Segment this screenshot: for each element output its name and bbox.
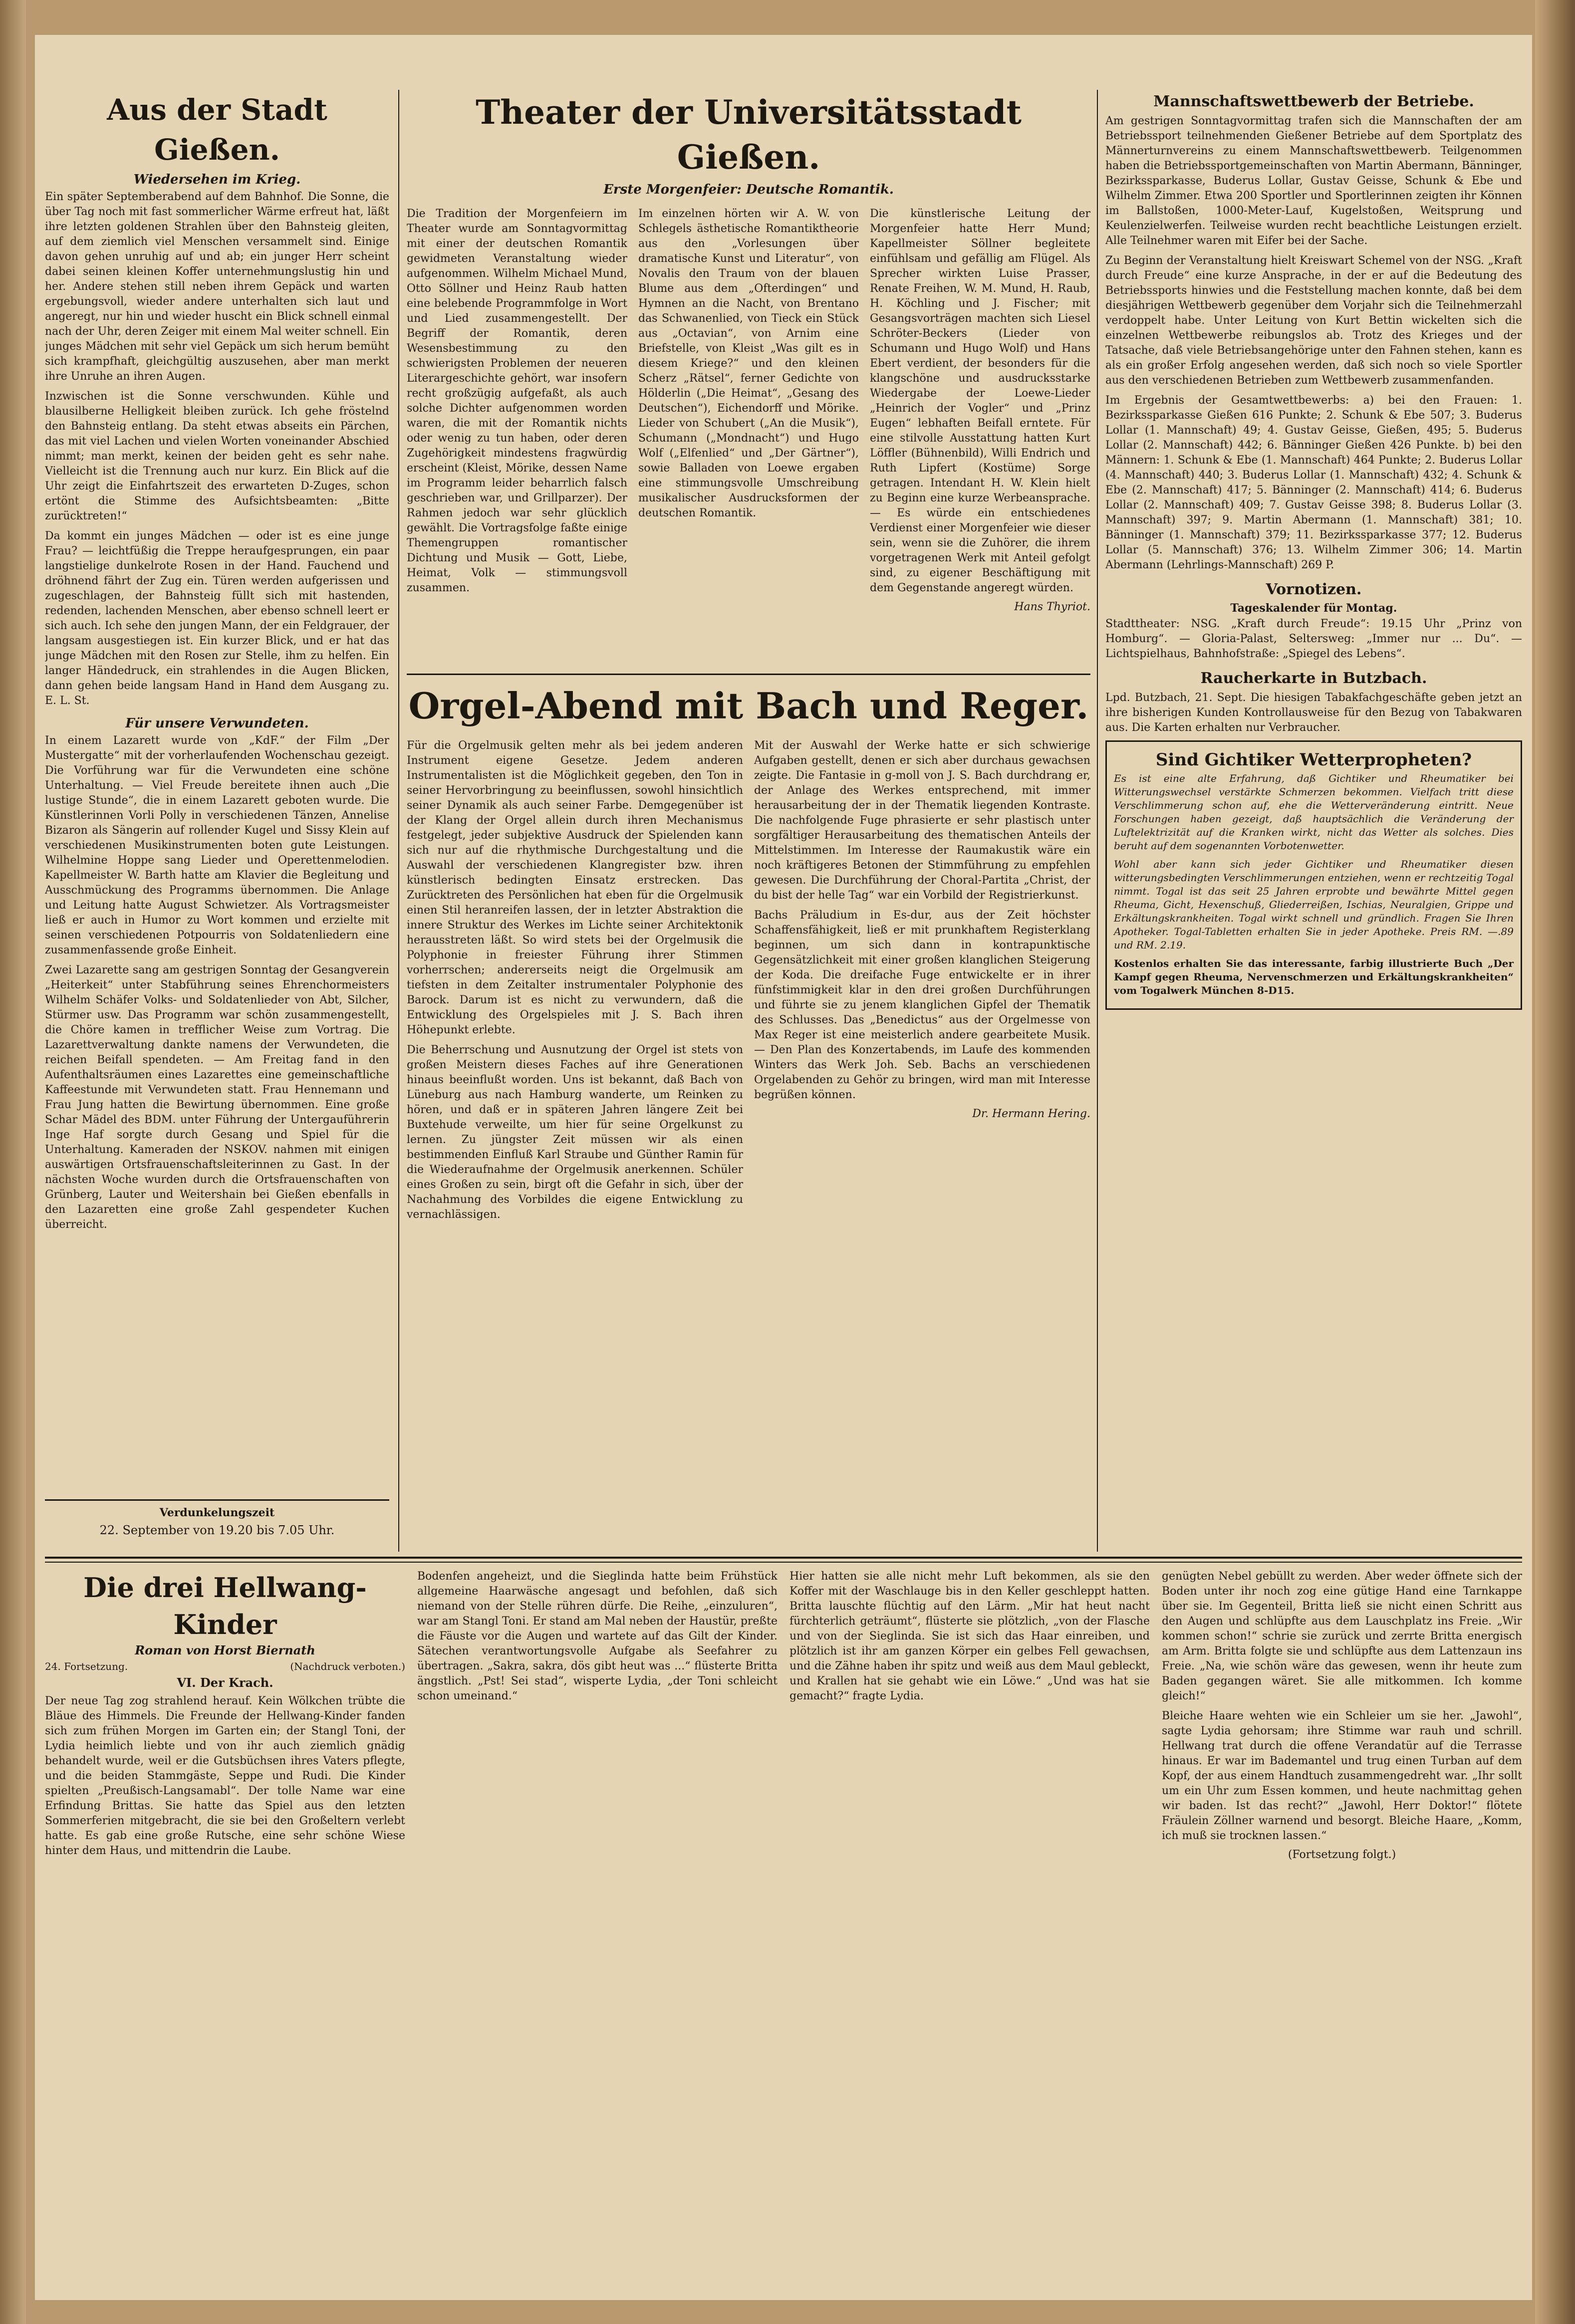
city-news-paragraph: Zwei Lazarette sang am gestrigen Sonntag der Gesangverein „Heiterkeit“ unter Stabführung seines Ehrenchormeisters Wilhelm Schäfer Volks- und Soldatenlieder von Abt, Silcher, Stürmer usw. Das Programm war schön zusammengestellt, die Chöre kamen in trefflicher Weise zum Vortrag. Die Lazarettverwaltung dankte namens der Verwundeten, die reichen Beifall spendeten. — Am Freitag fand in den Aufenthaltsräumen eines Lazarettes eine gemeinschaftliche Kaffeestunde mit Verwundeten statt. Frau Hennemann und Frau Jung hatten die Bewirtung übernommen. Eine große Schar Mädel des BDM. unter Führung der Untergauführerin Inge Haf sorgte durch Gesang und Spiel für die Unterhaltung. Kameraden der NSKOV. nahmen mit einigen auswärtigen Ortsfrauenschaftsleiterinnen zu Gast. In der nächsten Woche wurden durch die Ortsfrauenschaften von Grünberg, Lauter und Weitershain bei Gießen ebenfalls in den Lazaretten eine große Zahl gespendeter Kuchen überreicht.	[45, 964, 389, 1231]
theater-author: Hans Thyriot.	[1014, 601, 1090, 613]
theater-paragraph: Die Tradition der Morgenfeiern im Theater wurde am Sonntagvormittag mit einer der deutschen Romantik gewidmeten Veranstaltung wieder aufgenommen. Wilhelm Michael Mund, Otto Söllner und Heinz Raub hatten eine belebende Programmfolge in Wort und Lied zusammengestellt. Der Begriff der Romantik, deren Wesensbestimmung zu den schwierigsten Problemen der neueren Literargeschichte gehört, war insofern recht großzügig aufgefaßt, als auch solche Dichter aufgenommen worden waren, die mit der Romantik nichts oder wenig zu tun haben, oder deren Zugehörigkeit mindestens fragwürdig erscheint (Kleist, Mörike, dessen Name im Programm leider beharrlich falsch geschrieben war, und Grillparzer). Der Rahmen jedoch war sehr glücklich gewählt. Die Vortragsfolge faßte einige Themengruppen romantischer Dichtung und Musik — Gott, Liebe, Heimat, Volk — stimmungsvoll zusammen.	[407, 208, 627, 594]
novel-paragraph: Bodenfen angeheizt, und die Sieglinda hatte beim Frühstück allgemeine Haarwäsche angesagt und befohlen, daß sich niemand von der Stelle rühren dürfe. Die Reihe, „einzuluren“, war am Stangl Toni. Er stand am Mal neben der Haustür, preßte die Fäuste vor die Augen und wartete auf das Gilt der Kinder. Sätechen verantwortungsvolle Aufgabe als Seefahrer zu übertragen. „Sakra, sakra, dös gibt heut was ...“ flüsterte Britta ängstlich. „Pst! Sei stad“, wisperte Lydia, „der Toni schleicht schon umeinand.“	[417, 1570, 778, 1702]
sports-title: Mannschaftswettbewerb der Betriebe.	[1153, 93, 1474, 110]
togal-advertisement	[1105, 740, 1522, 1010]
city-news-column	[45, 90, 389, 1492]
novel-paragraph: Bleiche Haare wehten wie ein Schleier um sie her. „Jawohl“, sagte Lydia gehorsam; ihre Stimme war rauh und schrill. Hellwang trat durch die offene Verandatür auf die Terrasse hinaus. Er war im Bademantel und trug einen Turban auf dem Kopf, der aus einem Handtuch zusammengedreht war. „Ihr sollt um ein Uhr zum Essen kommen, und heute nachmittag gehen wir baden. Ist das recht?“ „Jawohl, Herr Doktor!“ flötete Fräulein Zöllner warnend und besorgt. Bleiche Haare, „Komm, ich muß sie trocknen lassen.“	[1162, 1710, 1522, 1842]
serial-divider	[45, 1557, 1522, 1559]
section-divider	[407, 674, 1090, 675]
novel-continued: (Fortsetzung folgt.)	[1288, 1849, 1396, 1861]
sports-paragraph: Zu Beginn der Veranstaltung hielt Kreiswart Schemel von der NSG. „Kraft durch Freude“ eine kurze Ansprache, in der er auf die Bedeutung des Betriebssports hinwies und die Feststellung machen konnte, daß bei dem diesjährigen Wettbewerb gegenüber dem Vorjahr sich die Teilnehmerzahl verdoppelt habe. Unter Leitung von Kurt Bettin wickelten sich die einzelnen Wettbewerbe reibungslos ab. Trotz des Krieges und der Tatsache, daß viele Betriebsangehörige unter den Fahnen stehen, kann es als ein großer Erfolg angesehen werden, daß sich noch so viele Sportler aus den verschiedenen Betrieben zum Wettbewerb zusammenfanden.	[1105, 254, 1522, 387]
novel-column	[417, 1569, 778, 2293]
ad-paragraph: Kostenlos erhalten Sie das interessante, farbig illustrierte Buch „Der Kampf gegen Rheuma, Nervenschmerzen und Erkältungskrankheiten“ vom Togalwerk München 8-D15.	[1114, 957, 1514, 996]
city-news-paragraph: Da kommt ein junges Mädchen — oder ist es eine junge Frau? — leichtfüßig die Treppe heraufgesprungen, ein paar langstielige dunkelrote Rosen in der Hand. Fauchend und dröhnend fährt der Zug ein. Türen werden aufgerissen und zugeschlagen, der Bahnsteig füllt sich mit hastenden, redenden, lachenden Menschen, aber ebenso schnell leert er sich auch. Ich sehe den jungen Mann, der ein Feldgrauer, der langsam ausgestiegen ist. Ein kurzer Blick, und er hat das junge Mädchen mit den Rosen zur Stelle, ihm zu helfen. Ein langer Händedruck, ein strahlendes in die Augen Blicken, dann gehen beide langsam Hand in Hand dem Ausgang zu. E. L. St.	[45, 530, 389, 707]
theater-article	[407, 90, 1090, 669]
organ-paragraph: Mit der Auswahl der Werke hatte er sich schwierige Aufgaben gestellt, denen er sich aber durchaus gewachsen zeigte. Die Fantasie in g-moll von J. S. Bach durchdrang er, der Anlage des Werkes entsprechend, mit immer herausarbeitung der in der Thematik liegenden Kontraste. Die nachfolgende Fuge phrasierte er sehr plastisch unter sorgfältiger Herausarbeitung des thematischen Anteils der Mittelstimmen. Im Interesse der Raumakustik wäre ein noch kräftigeres Betonen der Stimmführung zu empfehlen gewesen. Die Durchführung der Choral-Partita „Christ, der du bist der helle Tag“ war ein Vorbild der Registrierkunst.	[754, 739, 1090, 902]
tobacco-card-title: Raucherkarte in Butzbach.	[1200, 670, 1427, 687]
organ-paragraph: Für die Orgelmusik gelten mehr als bei jedem anderen Instrument eigene Gesetze. Jedem anderen Instrumentalisten ist die Möglichkeit gegeben, den Ton in seiner Hervorbringung zu beeinflussen, sowohl hinsichtlich seiner Dynamik als auch seiner Farbe. Demgegenüber ist der Klang der Orgel allein durch ihren Mechanismus festgelegt, jeder subjektive Ausdruck der Spielenden kann sich nur auf die rhythmische Durchgestaltung und die Auswahl der verschiedenen Klangregister bzw. ihren künstlerisch bedingten Einsatz erstrecken. Das Zurücktreten des Persönlichen hat eben für die Orgelmusik einen Stil heranreifen lassen, der in letzter Abstraktion die innere Struktur des Werkes im Lichte seiner Architektonik herausstreten läßt. So wird stets bei der Orgelmusik die Polyphonie in freiester Führung ihrer Stimmen vorherrschen; andererseits neigt die Orgelmusik am tiefsten in dem Zeitalter instrumentaler Polyphonie des Barock. Darum ist es nicht zu verwundern, daß die Entwicklung des Orgelspieles mit J. S. Bach ihren Höhepunkt erlebte.	[407, 739, 743, 1036]
serial-divider	[45, 1562, 1522, 1563]
novel-byline: Roman von Horst Biernath	[135, 1643, 315, 1657]
theater-title: Theater der Universitätsstadt Gießen.	[476, 93, 1022, 177]
binding-edge-right	[1535, 0, 1575, 2324]
theater-subtitle: Erste Morgenfeier: Deutsche Romantik.	[603, 182, 894, 197]
novel-column	[45, 1569, 405, 2293]
blackout-times: 22. September von 19.20 bis 7.05 Uhr.	[99, 1523, 335, 1537]
novel-reprint-note: (Nachdruck verboten.)	[290, 1660, 405, 1672]
city-news-subhead-reunion: Wiedersehen im Krieg.	[133, 172, 301, 187]
ad-paragraph: Wohl aber kann sich jeder Gichtiker und Rheumatiker diesen witterungsbedingten Verschlimmerungen entziehen, wenn er rechtzeitig Togal nimmt. Togal ist das seit 25 Jahren erprobte und bewährte Mittel gegen Rheuma, Gicht, Hexenschuß, Gliederreißen, Ischias, Neuralgien, Grippe und Erkältungskrankheiten. Togal wirkt schnell und gründlich. Fragen Sie Ihren Apotheker. Togal-Tabletten erhalten Sie in jeder Apotheke. Preis RM. —.89 und RM. 2.19.	[1114, 858, 1514, 951]
city-news-title: Aus der Stadt Gießen.	[107, 93, 327, 167]
binding-edge-left	[0, 0, 26, 2324]
novel-installment: 24. Fortsetzung.	[45, 1660, 128, 1672]
notices-title: Vornotizen.	[1266, 581, 1362, 598]
novel-chapter: VI. Der Krach.	[177, 1675, 273, 1690]
column-divider	[398, 90, 399, 1552]
tobacco-card-text: Lpd. Butzbach, 21. Sept. Die hiesigen Tabakfachgeschäfte geben jetzt an ihre bisherigen Kunden Kontrollausweise für den Bezug von Tabakwaren aus. Die Karten erhalten nur Verbraucher.	[1105, 692, 1522, 734]
novel-paragraph: genügten Nebel gebüllt zu werden. Aber weder öffnete sich der Boden unter ihr noch zog eine gütige Hand eine Tarnkappe über sie. Im Gegenteil, Britta ließ sie nicht einen Schritt aus den Augen und schlüpfte aus dem Lauschplatz ins Freie. „Wir kommen schon!“ schrie sie zurück und zerrte Britta energisch am Arm. Britta folgte sie und schlüpfte aus dem Lattenzaun ins Freie. „Na, wie schön wäre das gewesen, wenn ihr heute zum Baden gegangen wäret. Sie alle mitkommen. Ich komme gleich!“	[1162, 1570, 1522, 1702]
theater-paragraph: Die künstlerische Leitung der Morgenfeier hatte Herr Mund; Kapellmeister Söllner begleitete einfühlsam und gefällig am Flügel. Als Sprecher wirkten Luise Prasser, Renate Freihen, W. M. Mund, H. Raub, H. Köchling und J. Fischer; mit Gesangsvorträgen machten sich Liesel Schröter-Beckers (Lieder von Schumann und Hugo Wolf) und Hans Ebert verdient, der besonders für die klangschöne und ausdrucksstarke Wiedergabe der Loewe-Lieder „Heinrich der Vogler“ und „Prinz Eugen“ lebhaften Beifall erntete. Für eine stilvolle Ausstattung hatten Kurt Löffler (Bühnenbild), Willi Endrich und Ruth Lipfert (Kostüme) Sorge getragen. Intendant H. W. Klein hielt zu Beginn eine kurze Werbeansprache. — Es würde ein entschiedenes Verdienst einer Morgenfeier wie dieser sein, wenn sie die Zuhörer, die ihrem vorgetragenen Werk mit Anteil gefolgt sind, zu eigener Beschäftigung mit dem Gegenstande angeregt würden.	[870, 208, 1090, 594]
notices-text: Stadttheater: NSG. „Kraft durch Freude“: 19.15 Uhr „Prinz von Homburg“. — Gloria-Palast, Seltersweg: „Immer nur ... Du“. — Lichtspielhaus, Bahnhofstraße: „Spiegel des Lebens“.	[1105, 618, 1522, 660]
novel-column	[789, 1569, 1150, 2293]
city-news-paragraph: Inzwischen ist die Sonne verschwunden. Kühle und blausilberne Helligkeit bleiben zurück. Ich gehe fröstelnd den Bahnsteig entlang. Da steht etwas abseits ein Pärchen, das mit viel Lachen und vielen Worten voneinander Abschied nimmt; man merkt, keinen der beiden geht es sehr nahe. Vielleicht ist die Trennung auch nur kurz. Ein Blick auf die Uhr zeigt die Einfahrtszeit des erwarteten D-Zuges, schon ertönt die Stimme des Aufsichtsbeamten: „Bitte zurücktreten!“	[45, 390, 389, 522]
city-news-paragraph: In einem Lazarett wurde von „KdF.“ der Film „Der Mustergatte“ mit der vorherlaufenden Wochenschau gezeigt. Die Vorführung war für die Verwundeten eine schöne Unterhaltung. — Viel Freude bereitete ihnen auch „Die lustige Stunde“, die in einem Lazarett geboten wurde. Die Künstlerinnen Vorli Polly in verschiedenen Tänzen, Annelise Bizaron als Sängerin auf rollender Kugel und Sissy Klein auf verschiedenen Musikinstrumenten boten gute Leistungen. Wilhelmine Hoppe sang Lieder und Operettenmelodien. Kapellmeister W. Barth hatte am Klavier die Begleitung und Ausschmückung des Programms übernommen. Die Anlage und Leitung hatte August Schwietzer. Als Vortragsmeister ließ er auch in Humor zu Wort kommen und erzielte mit seinen verschiedenen Potpourris von Soldatenliedern eine zusammenfassende große Einheit.	[45, 734, 389, 956]
novel-title: Die drei Hellwang-Kinder	[83, 1572, 367, 1640]
organ-author: Dr. Hermann Hering.	[972, 1108, 1090, 1120]
blackout-box	[45, 1504, 389, 1549]
newspaper-page	[35, 35, 1532, 2300]
organ-paragraph: Bachs Präludium in Es-dur, aus der Zeit höchster Schaffensfähigkeit, ließ er mit prunkhaftem Registerklang beginnen, um sich dann in kontrapunktische Gegensätzlichkeit mit einer großen klanglichen Steigerung der Koda. Die dreifache Fuge entwickelte er in ihrer fünfstimmigkeit klar in den drei großen Durchführungen und führte sie zu jenem klanglichen Gipfel der Thematik des Schlusses. Das „Benedictus“ aus der Orgelmesse von Max Reger ist eine meisterlich andere gearbeitete Musik. — Den Plan des Konzertabends, im Laufe des kommenden Winters das Werk Joh. Seb. Bachs an verschiedenen Orgelabenden zu Gehör zu bringen, wird man mit Interesse begrüßen können.	[754, 909, 1090, 1101]
ad-paragraph: Es ist eine alte Erfahrung, daß Gichtiker und Rheumatiker bei Witterungswechsel verstärkte Schmerzen bekommen. Vielfach tritt diese Verschlimmerung schon auf, ehe die Wetterveränderung eintritt. Neue Forschungen haben gezeigt, daß hauptsächlich die Veränderung der Luftelektrizität auf die Kranken wirkt, nicht das Wetter als solches. Dies beruht auf dem sogenannten Vorbotenwetter.	[1114, 772, 1514, 852]
organ-title: Orgel-Abend mit Bach und Reger.	[408, 685, 1089, 727]
city-news-subhead-wounded: Für unsere Verwundeten.	[125, 716, 309, 731]
novel-paragraph: Hier hatten sie alle nicht mehr Luft bekommen, als sie den Koffer mit der Waschlauge bis in den Keller geschleppt hatten. Britta lauschte flüchtig auf den Lärm. „Mir hat heut nacht fürchterlich geträumt“, flüsterte sie plötzlich, „von der Flasche und von der Sieglinda. Sie ist sich das Haar einreiben, und plötzlich ist ihr am ganzen Körper ein gelbes Fell gewachsen, und die Zähne haben ihr spitz und weiß aus dem Maul gebleckt, und Krallen hat sie gehabt wie ein Löwe.“ „Und was hat sie gemacht?“ fragte Lydia.	[789, 1570, 1150, 1702]
sports-results: Im Ergebnis der Gesamtwettbewerbs: a) bei den Frauen: 1. Bezirkssparkasse Gießen 616 Punkte; 2. Schunk & Ebe 507; 3. Buderus Lollar (1. Mannschaft) 49; 4. Gustav Geisse, Gießen, 495; 5. Buderus Lollar (2. Mannschaft) 442; 6. Bänninger Gießen 426 Punkte. b) bei den Männern: 1. Schunk & Ebe (1. Mannschaft) 464 Punkte; 2. Buderus Lollar (4. Mannschaft) 440; 3. Buderus Lollar (1. Mannschaft) 432; 4. Schunk & Ebe (2. Mannschaft) 417; 5. Bänninger (2. Mannschaft) 414; 6. Buderus Lollar (2. Mannschaft) 409; 7. Gustav Geisse 398; 8. Buderus Lollar (3. Mannschaft) 397; 9. Martin Abermann (1. Mannschaft) 381; 10. Bänninger (1. Mannschaft) 379; 11. Bezirkssparkasse 377; 12. Buderus Lollar (5. Mannschaft) 376; 13. Wilhelm Zimmer 306; 14. Martin Abermann (Lehrlings-Mannschaft) 269 P.	[1105, 394, 1522, 571]
theater-paragraph: Im einzelnen hörten wir A. W. von Schlegels ästhetische Romantiktheorie aus den „Vorlesungen über dramatische Kunst und Literatur“, von Novalis den Traum von der blauen Blume aus dem „Ofterdingen“ und Hymnen an die Nacht, von Brentano das Schwanenlied, von Tieck ein Stück aus „Octavian“, von Arnim eine Briefstelle, von Kleist „Was gilt es in diesem Kriege?“ und den kleinen Scherz „Rätsel“, ferner Gedichte von Hölderlin („Die Heimat“, „Gesang des Deutschen“), Eichendorff und Mörike. Lieder von Schubert („An die Musik“), Schumann („Mondnacht“) und Hugo Wolf („Elfenlied“ und „Der Gärtner“), sowie Balladen von Loewe ergaben eine stimmungsvolle Umschreibung musikalischer Ausdrucksformen der deutschen Romantik.	[638, 208, 859, 519]
novel-paragraph: Der neue Tag zog strahlend herauf. Kein Wölkchen trübte die Bläue des Himmels. Die Freunde der Hellwang-Kinder fanden sich zum frühen Morgen im Garten ein; der Stangl Toni, der Lydia heimlich liebte und von ihr auch ziemlich gnädig behandelt wurde, weil er die Gutsbüchsen ihres Vaters pflegte, und die beiden Stammgäste, Seppe und Rudi. Die Kinder spielten „Preußisch-Langsamabl“. Der tolle Name war eine Erfindung Brittas. Sie hatte das Spiel aus den letzten Sommerferien mitgebracht, die sie bei den Großeltern verlebt hatte. Es gab eine große Rutsche, eine sehr schöne Wiese hinter dem Haus, und mittendrin die Laube.	[45, 1695, 405, 1857]
novel-column	[1162, 1569, 1522, 2293]
serial-novel	[45, 1569, 1522, 2293]
organ-article	[407, 679, 1090, 1552]
notices-subtitle: Tageskalender für Montag.	[1230, 602, 1397, 615]
sports-paragraph: Am gestrigen Sonntagvormittag trafen sich die Mannschaften der am Betriebssport teilnehmenden Gießener Betriebe auf dem Sportplatz des Männerturnvereins zu einem Mannschaftswettbewerb. Teilgenommen haben die Betriebssportgemeinschaften von Martin Abermann, Bänninger, Bezirkssparkasse, Buderus Lollar, Gustav Geisse, Schunk & Ebe und Wilhelm Zimmer. Etwa 200 Sportler und Sportlerinnen zeigten ihr Können im Ballstoßen, 1000-Meter-Lauf, Kugelstoßen, Weitsprung und Keulenzielwerfen. Teilweise wurden recht beachtliche Leistungen erzielt. Alle Teilnehmer waren mit Eifer bei der Sache.	[1105, 115, 1522, 247]
column-divider	[1097, 90, 1098, 1552]
blackout-label: Verdunkelungszeit	[159, 1506, 275, 1519]
city-news-paragraph: Ein später Septemberabend auf dem Bahnhof. Die Sonne, die über Tag noch mit fast sommerlicher Wärme erfreut hat, läßt ihre letzten goldenen Strahlen über den Bahnsteig gleiten, auf dem ziemlich viel Menschen versammelt sind. Einige davon gehen unruhig auf und ab; ein junger Herr scheint dabei seinen kleinen Koffer unternehmungslustig hin und her. Andere stehen still neben ihrem Gepäck und warten ergebungsvoll, wieder andere unterhalten sich laut und angeregt, nur hin und wieder huscht ein Blick schnell einmal nach der Uhr, deren Zeiger mit einem Mal weiter schnell. Ein junges Mädchen mit sehr viel Gepäck um sich herum bemüht sich krampfhaft, gleichgültig auszusehen, aber man merkt ihre Unruhe an ihren Augen.	[45, 191, 389, 383]
right-column	[1105, 90, 1522, 1547]
organ-paragraph: Die Beherrschung und Ausnutzung der Orgel ist stets von großen Meistern dieses Faches auf ihre Generationen hinaus beeinflußt worden. Uns ist bekannt, daß Bach von Lüneburg aus nach Hamburg wanderte, um Reinken zu hören, und daß er in späteren Jahren längere Zeit bei Buxtehude verweilte, um hier für seine Orgelkunst zu lernen. Zu jüngster Zeit müssen wir als einen bestimmenden Einfluß Karl Straube und Günther Ramin für die Wiederaufnahme der Orgelmusik anerkennen. Schüler eines Großen zu sein, birgt oft die Gefahr in sich, über der Nachahmung des Vorbildes die eigene Entwicklung zu vernachlässigen.	[407, 1044, 743, 1221]
ad-title: Sind Gichtiker Wetterpropheten?	[1155, 750, 1472, 770]
column-divider	[45, 1499, 389, 1501]
